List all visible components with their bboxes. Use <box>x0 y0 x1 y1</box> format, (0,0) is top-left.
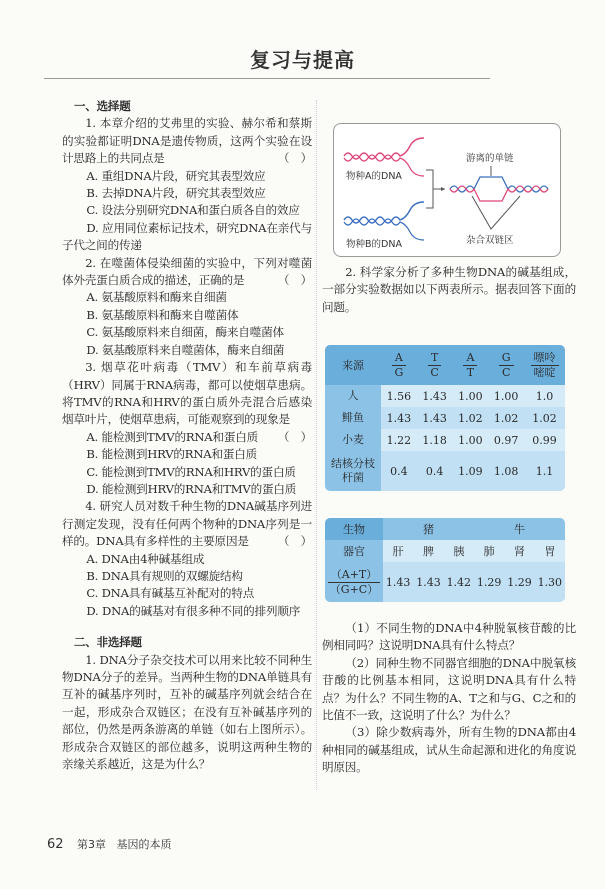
column-divider <box>316 100 317 790</box>
question-2-2: 2. 科学家分析了多种生物DNA的碱基组成，一部分实验数据如以下两表所示。据表回答下面的问题。 <box>322 265 576 314</box>
answer-option: D. DNA的碱基对有很多种不同的排列顺序 <box>86 603 301 618</box>
table-cell: 1.02 <box>488 407 524 429</box>
row-source: 小麦 <box>325 429 381 451</box>
table-cell: 0.4 <box>417 451 453 491</box>
table-row <box>325 407 565 429</box>
sub-questions <box>322 620 576 777</box>
answer-option: C. 氨基酸原料来自细菌，酶来自噬菌体 <box>86 325 284 340</box>
table-cell: 1.02 <box>524 407 565 429</box>
page-number: 62 <box>47 837 64 852</box>
header-ratio <box>417 345 453 385</box>
ratio-numerator: （A+T） <box>328 568 381 583</box>
base-ratio-table <box>325 345 565 491</box>
table-cell: 1.29 <box>504 562 534 602</box>
header-ratio <box>381 345 417 385</box>
header-ratio <box>488 345 524 385</box>
answer-option: A. 重组DNA片段，研究其表型效应 <box>86 168 266 183</box>
organ-name: 胃 <box>535 540 565 562</box>
ratio-denominator: （G+C） <box>329 582 379 596</box>
answer-parentheses: （ ） <box>277 429 312 444</box>
table-cell: 0.99 <box>524 429 565 451</box>
ratio-denominator: T <box>466 365 475 379</box>
answer-option: D. 氨基酸原料来自噬菌体，酶来自细菌 <box>86 342 285 357</box>
species-b-label: 物种B的DNA <box>346 239 402 250</box>
table-cell: 1.29 <box>474 562 504 602</box>
organ-ratio-table <box>325 518 565 602</box>
header-ratio <box>453 345 489 385</box>
organ-name: 胰 <box>444 540 474 562</box>
table-cell: 1.00 <box>453 429 489 451</box>
organism-name: 牛 <box>474 518 565 540</box>
sub-question-1: （1）不同生物的DNA中4种脱氧核苷酸的比例相同吗？这说明DNA具有什么特点？ <box>322 621 576 653</box>
question-stem: 3. 烟草花叶病毒（TMV）和车前草病毒（HRV）同属于RNA病毒，都可以使烟草患病。将TMV的RNA和HRV的蛋白质外壳混合后感染烟草叶片，使烟草患病，可能观察到的现象是 <box>62 360 312 427</box>
organ-name: 肾 <box>504 540 534 562</box>
organ-name: 肝 <box>383 540 413 562</box>
table-row <box>325 385 565 407</box>
answer-option: B. DNA具有规则的双螺旋结构 <box>86 568 243 583</box>
table-cell: 1.42 <box>444 562 474 602</box>
answer-option: B. 去掉DNA片段，研究其表型效应 <box>86 186 266 201</box>
answer-option: A. DNA由4种碱基组成 <box>86 551 205 566</box>
header-ratio <box>524 345 565 385</box>
answer-option: B. 氨基酸原料和酶来自噬菌体 <box>86 307 239 322</box>
ratio-denominator: C <box>430 365 439 379</box>
page-footer <box>47 836 172 852</box>
table-cell: 1.43 <box>417 385 453 407</box>
table-cell: 0.97 <box>488 429 524 451</box>
question-2-2-intro <box>322 264 576 316</box>
table-cell: 0.4 <box>381 451 417 491</box>
sub-question-3: （3）除少数病毒外，所有生物的DNA都由4种相同的碱基组成，试从生命起源和进化的角度说明原因。 <box>322 725 576 775</box>
table-cell: 1.43 <box>383 562 413 602</box>
question-2-1: 1. DNA分子杂交技术可以用来比较不同种生物DNA分子的差异。当两种生物的DNA单链具有互补的碱基序列时，互补的碱基序列就会结合在一起，形成杂合双链区；在没有互补碱基序列的部位，仍然是两条游离的单链（如右上图所示）。形成杂合双链区的部位越多，说明这两种生物的亲缘关系越近，这是为什么？ <box>62 652 312 772</box>
multiple-choice-questions <box>62 115 312 620</box>
answer-option: C. DNA具有碱基互补配对的特点 <box>86 586 255 601</box>
ratio-numerator: G <box>499 351 514 366</box>
ratio-label <box>325 562 383 602</box>
table-cell: 1.1 <box>524 451 565 491</box>
question-stem: 4. 研究人员对数千种生物的DNA碱基序列进行测定发现，没有任何两个物种的DNA序列是一样的。DNA具有多样性的主要原因是 <box>62 499 312 549</box>
answer-option: A. 氨基酸原料和酶来自细菌 <box>86 290 227 305</box>
ratio-numerator: 嘌呤 <box>531 351 559 366</box>
ratio-denominator: G <box>394 365 404 379</box>
organ-label: 器官 <box>325 540 383 562</box>
answer-option: C. 设法分别研究DNA和蛋白质各自的效应 <box>86 203 300 218</box>
table-cell: 1.02 <box>453 407 489 429</box>
answer-parentheses: （ ） <box>277 534 312 549</box>
table-cell: 1.56 <box>381 385 417 407</box>
page-title: 复习与提高 <box>250 48 355 72</box>
sub-question-2: （2）同种生物不同器官细胞的DNA中脱氧核苷酸的比例基本相同，这说明DNA具有什么特点？为什么？不同生物的A、T之和与G、C之和的比值不一致，这说明了什么？为什么？ <box>322 655 576 723</box>
table-cell: 1.00 <box>488 385 524 407</box>
table-cell: 1.30 <box>535 562 565 602</box>
title-rule <box>44 78 490 79</box>
ratio-numerator: A <box>463 351 477 366</box>
row-source: 结核分枝杆菌 <box>325 451 381 491</box>
row-source: 人 <box>325 385 381 407</box>
section2-heading: 二、非选择题 <box>74 635 142 650</box>
answer-parentheses: （ ） <box>277 273 312 288</box>
table-cell: 1.43 <box>413 562 443 602</box>
organ-name: 肺 <box>474 540 504 562</box>
question-stem: 2. 在噬菌体侵染细菌的实验中，下列对噬菌体外壳蛋白质合成的描述，正确的是 <box>62 255 312 288</box>
answer-option: C. 能检测到TMV的RNA和HRV的蛋白质 <box>86 464 296 479</box>
table-cell: 1.08 <box>488 451 524 491</box>
section1-heading: 一、选择题 <box>74 99 131 113</box>
ratio-numerator: A <box>392 351 406 366</box>
organism-name: 猪 <box>383 518 474 540</box>
answer-parentheses: （ ） <box>277 151 312 166</box>
question-2 <box>62 255 312 290</box>
question-1 <box>62 115 312 167</box>
table-row <box>325 429 565 451</box>
table-cell: 1.0 <box>524 385 565 407</box>
table-cell: 1.43 <box>417 407 453 429</box>
question-4 <box>62 498 312 550</box>
table-cell: 1.09 <box>453 451 489 491</box>
header-source: 来源 <box>325 345 381 385</box>
row-source: 鲱鱼 <box>325 407 381 429</box>
question-stem: 1. 本章介绍的艾弗里的实验、赫尔希和蔡斯的实验都证明DNA是遗传物质，这两个实验在设计思路上的共同点是 <box>62 116 312 166</box>
left-column <box>62 98 312 773</box>
chapter-title: 基因的本质 <box>116 838 172 851</box>
table-cell: 1.00 <box>453 385 489 407</box>
hybrid-region-label: 杂合双链区 <box>466 235 514 246</box>
ratio-numerator: T <box>428 351 441 366</box>
ratio-denominator: 嘧啶 <box>533 365 556 379</box>
organism-label: 生物 <box>325 518 383 540</box>
answer-option: D. 应用同位素标记技术，研究DNA在亲代与子代之间的传递 <box>62 220 312 253</box>
table-row <box>325 451 565 491</box>
answer-option: D. 能检测到HRV的RNA和TMV的蛋白质 <box>86 481 297 496</box>
table-cell: 1.18 <box>417 429 453 451</box>
answer-option: B. 能检测到HRV的RNA和蛋白质 <box>86 447 258 462</box>
chapter-number: 第3章 <box>77 838 107 851</box>
table-cell: 1.22 <box>381 429 417 451</box>
organ-name: 脾 <box>413 540 443 562</box>
table-cell: 1.43 <box>381 407 417 429</box>
free-strand-label: 游离的单链 <box>466 153 514 164</box>
ratio-denominator: C <box>501 365 511 379</box>
dna-hybridization-diagram <box>333 123 561 257</box>
answer-option: A. 能检测到TMV的RNA和蛋白质 <box>86 429 259 444</box>
species-a-label: 物种A的DNA <box>346 171 402 182</box>
